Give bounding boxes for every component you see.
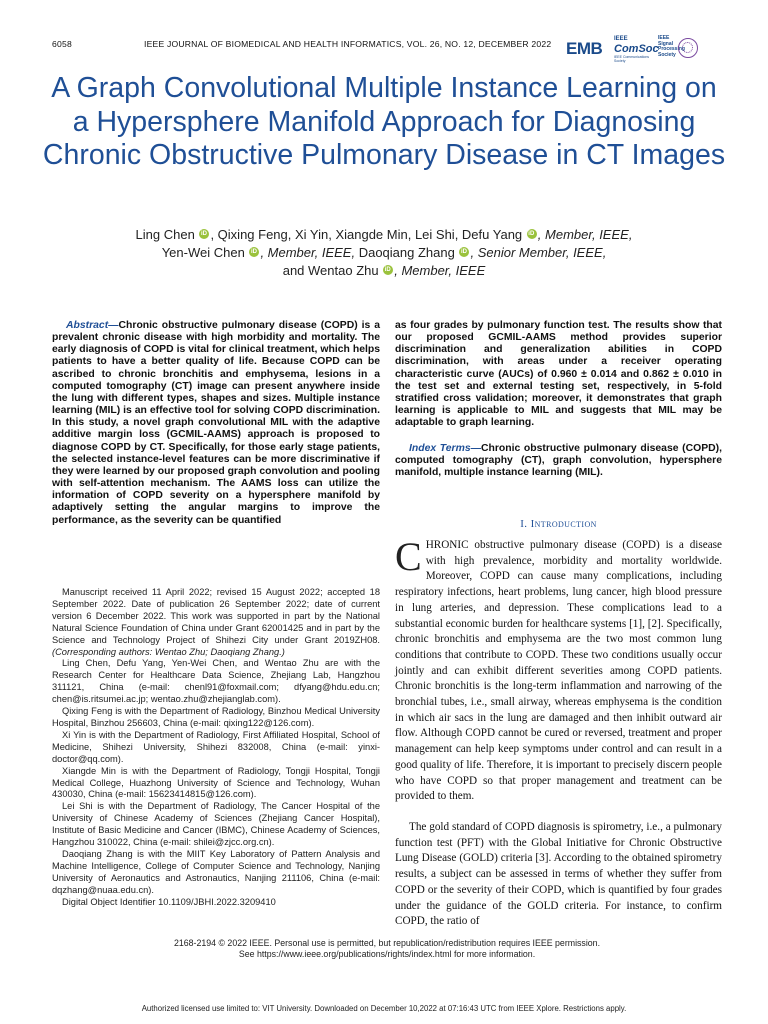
orcid-icon[interactable] — [459, 247, 469, 257]
sps-logo-text: IEEE Signal Processing Society — [658, 35, 685, 58]
paper-title: A Graph Convolutional Multiple Instance Learning on a Hypersphere Manifold Approach for Diagnosing Chronic Obstructive Pulmonary Disease in CT Images — [42, 72, 726, 171]
orcid-icon[interactable] — [527, 229, 537, 239]
abstract-text-part1: Chronic obstructive pulmonary disease (COPD) is a prevalent chronic disease with high morbidity and mortality. The early diagnosis of COPD is vital for clinical treatment, which helps patients to have a better quality of life. Because COPD can be ascribed to chronic bronchitis and emphysema, lesions in a computed tomography (CT) image can present anywhere inside the lung with different types, shapes and sizes. Multiple instance learning (MIL) is an effective tool for solving COPD discrimination. In this study, a novel graph convolutional MIL with the adaptive additive margin loss (GCMIL-AAMS) approach is proposed to diagnose COPD by CT. Specifically, for those early stage patients, the selected instance-level features can be more discriminative if they were learned by our proposed graph convolution and pooling with self-attention mechanism. The AAMS loss can utilize the information of COPD severity on a hypersphere manifold by adaptively setting the angular margins to improve the performance, as the severity can be quantified — [52, 320, 380, 526]
author-role: , Member, IEEE, — [537, 227, 633, 242]
index-terms-dash: — — [470, 443, 481, 454]
emb-logo: EMB — [566, 39, 603, 58]
orcid-icon[interactable] — [249, 247, 259, 257]
comsoc-logo-top: IEEE — [614, 36, 628, 42]
page-number: 6058 — [52, 39, 72, 49]
orcid-icon[interactable] — [199, 229, 209, 239]
author-list — [60, 226, 708, 280]
abstract-dash: — — [108, 320, 119, 331]
doi-note: Digital Object Identifier 10.1109/JBHI.2022.3209410 — [62, 896, 276, 907]
affiliation-note: Qixing Feng is with the Department of Radiology, Binzhou Medical University Hospital, Binzhou 256603, China (e-mail: qixing122@126.com). — [52, 706, 380, 728]
author-role: , Member, IEEE, — [260, 245, 356, 260]
intro-paragraph-2: The gold standard of COPD diagnosis is spirometry, i.e., a pulmonary function test (PFT) with the Global Initiative for Chronic Obstructive Lung Disease (GOLD) criteria [3]. According to the obtained spirometry results, a subject can be assessed in terms of whether they suffer from COPD or the severity of their COPD, which is quantified by four grades under the guidance of the GOLD criteria. For instance, to confirm COPD, the ratio of — [395, 821, 722, 928]
author-role: , Member, IEEE — [394, 263, 486, 278]
section-heading — [395, 518, 722, 530]
abstract-label: Abstract — [66, 320, 109, 331]
copyright-line-2[interactable]: See https://www.ieee.org/publications/rights/index.html for more information. — [238, 949, 536, 959]
manuscript-note — [52, 587, 380, 658]
affiliation-note: Xiangde Min is with the Department of Radiology, Tongji Hospital, Tongji Medical College, Huazhong University of Science and Technology, Wuhan 430030, China (e-mail: 15623414815@126.com). — [52, 765, 380, 800]
intro-text-1: HRONIC obstructive pulmonary disease (COPD) is a disease with high prevalence, morbidity and mortality worldwide. Moreover, COPD can cause many complications, including respiratory infections, heart problems, lung cancer, high blood pressure in lung arteries, and depression. These complications lead to a substantial economic burden for healthcare systems [1], [2]. Specifically, chronic bronchitis and emphysema are the two most common lung conditions that contribute to COPD. These two conditions usually occur jointly and can exhibit different severities among COPD patients. Chronic bronchitis is the long-term inflammation and narrowing of the bronchial tubes, i.e., small airway, whereas emphysema is the condition in which air sacs in the lung are damaged and then inhibit outward air flow. Although COPD cannot be cured or reversed, treatment and proper management can help keep symptoms under control and can result in a good quality of life. Therefore, it is important to precisely discern people who have COPD so that proper management and treatment can be provided to them. — [395, 539, 722, 803]
journal-name: IEEE JOURNAL OF BIOMEDICAL AND HEALTH INFORMATICS, VOL. 26, NO. 12, DECEMBER 2022 — [144, 39, 552, 49]
index-terms-text: Chronic obstructive pulmonary disease (COPD), computed tomography (CT), graph convolution, hypersphere manifold, multiple instance learning (MIL). — [395, 443, 722, 479]
affiliation-note: Xi Yin is with the Department of Radiology, First Affiliated Hospital, School of Medicine, Shihezi University, Shihezi 832008, China (e-mail: yinxi-doctor@qq.com). — [52, 729, 380, 764]
affiliation-note: Lei Shi is with the Department of Radiology, The Cancer Hospital of the University of Chinese Academy of Sciences (Zhejiang Cancer Hospital), Institute of Basic Medicine and Cancer (IBMC), Chinese Academy of Sciences, Hangzhou 310022, China (e-mail: shilei@zjcc.org.cn). — [52, 801, 380, 848]
comsoc-logo-sub: IEEE Communications Society — [614, 55, 650, 63]
affiliation-note: Daoqiang Zhang is with the MIIT Key Laboratory of Pattern Analysis and Machine Intelligence, College of Computer Science and Technology, Nanjing University of Aeronautics and Astronautics, Nanjing 211106, China (e-mail: dqzhang@nuaa.edu.cn). — [52, 848, 380, 895]
copyright-notice — [52, 938, 722, 960]
footnotes — [52, 587, 380, 908]
abstract-right: as four grades by pulmonary function test. The results show that our proposed GCMIL-AAMS method provides superior discrimination and generalization abilities in COPD discrimination, with areas under a receiver operating characteristic curve (AUCs) of 0.960 ± 0.014 and 0.862 ± 0.010 in the test set and external testing set, respectively, in 5-fold stratified cross validation; moreover, it demonstrates that graph learning is applicable to MIL and suggests that MIL may be adaptable to graph learning. — [395, 320, 722, 429]
corresponding-authors: (Corresponding authors: Wentao Zhu; Daoqiang Zhang.) — [52, 646, 285, 657]
author-name: and Wentao Zhu — [282, 263, 379, 278]
author-name: Daoqiang Zhang — [355, 245, 455, 260]
manuscript-text: Manuscript received 11 April 2022; revised 15 August 2022; accepted 18 September 2022. Date of publication 26 September 2022; date of current version 6 December 2022. This work was supported in part by the National Natural Science Foundation of China under Grant 62001425 and in part by the Science and Technology Project of Shihezi City under Grant 2019ZH08. — [52, 587, 380, 645]
abstract-left — [52, 320, 380, 527]
copyright-line-1: 2168-2194 © 2022 IEEE. Personal use is permitted, but republication/redistribution requires IEEE permission. — [173, 938, 601, 948]
society-logos — [566, 36, 726, 66]
affiliation-note: Ling Chen, Defu Yang, Yen-Wei Chen, and Wentao Zhu are with the Research Center for Healthcare Data Science, Zhejiang Lab, Hangzhou 311121, China (e-mail: chenl91@foxmail.com; dfyang@hdu.edu.cn; chen@is.ritsumei.ac.jp; wentao.zhu@zhejianglab.com). — [52, 658, 380, 705]
sps-logo-icon — [678, 38, 698, 58]
running-header — [52, 39, 562, 53]
section-number: I. — [520, 518, 531, 530]
drop-cap: C — [395, 534, 422, 579]
author-name: Yen-Wei Chen — [161, 245, 245, 260]
comsoc-logo-main: ComSoc — [614, 43, 659, 55]
author-names: , Qixing Feng, Xi Yin, Xiangde Min, Lei Shi, Defu Yang — [210, 227, 523, 242]
author-name: Ling Chen — [135, 227, 195, 242]
section-title: Introduction — [530, 518, 597, 530]
intro-paragraph-1 — [395, 534, 722, 805]
index-terms-label: Index Terms — [409, 443, 471, 454]
comsoc-logo — [614, 36, 659, 63]
index-terms — [395, 443, 722, 479]
authorization-notice: Authorized licensed use limited to: VIT University. Downloaded on December 10,2022 at 07:16:43 UTC from IEEE Xplore. Restrictions apply. — [141, 1004, 627, 1013]
author-role: , Senior Member, IEEE, — [470, 245, 607, 260]
orcid-icon[interactable] — [383, 265, 393, 275]
